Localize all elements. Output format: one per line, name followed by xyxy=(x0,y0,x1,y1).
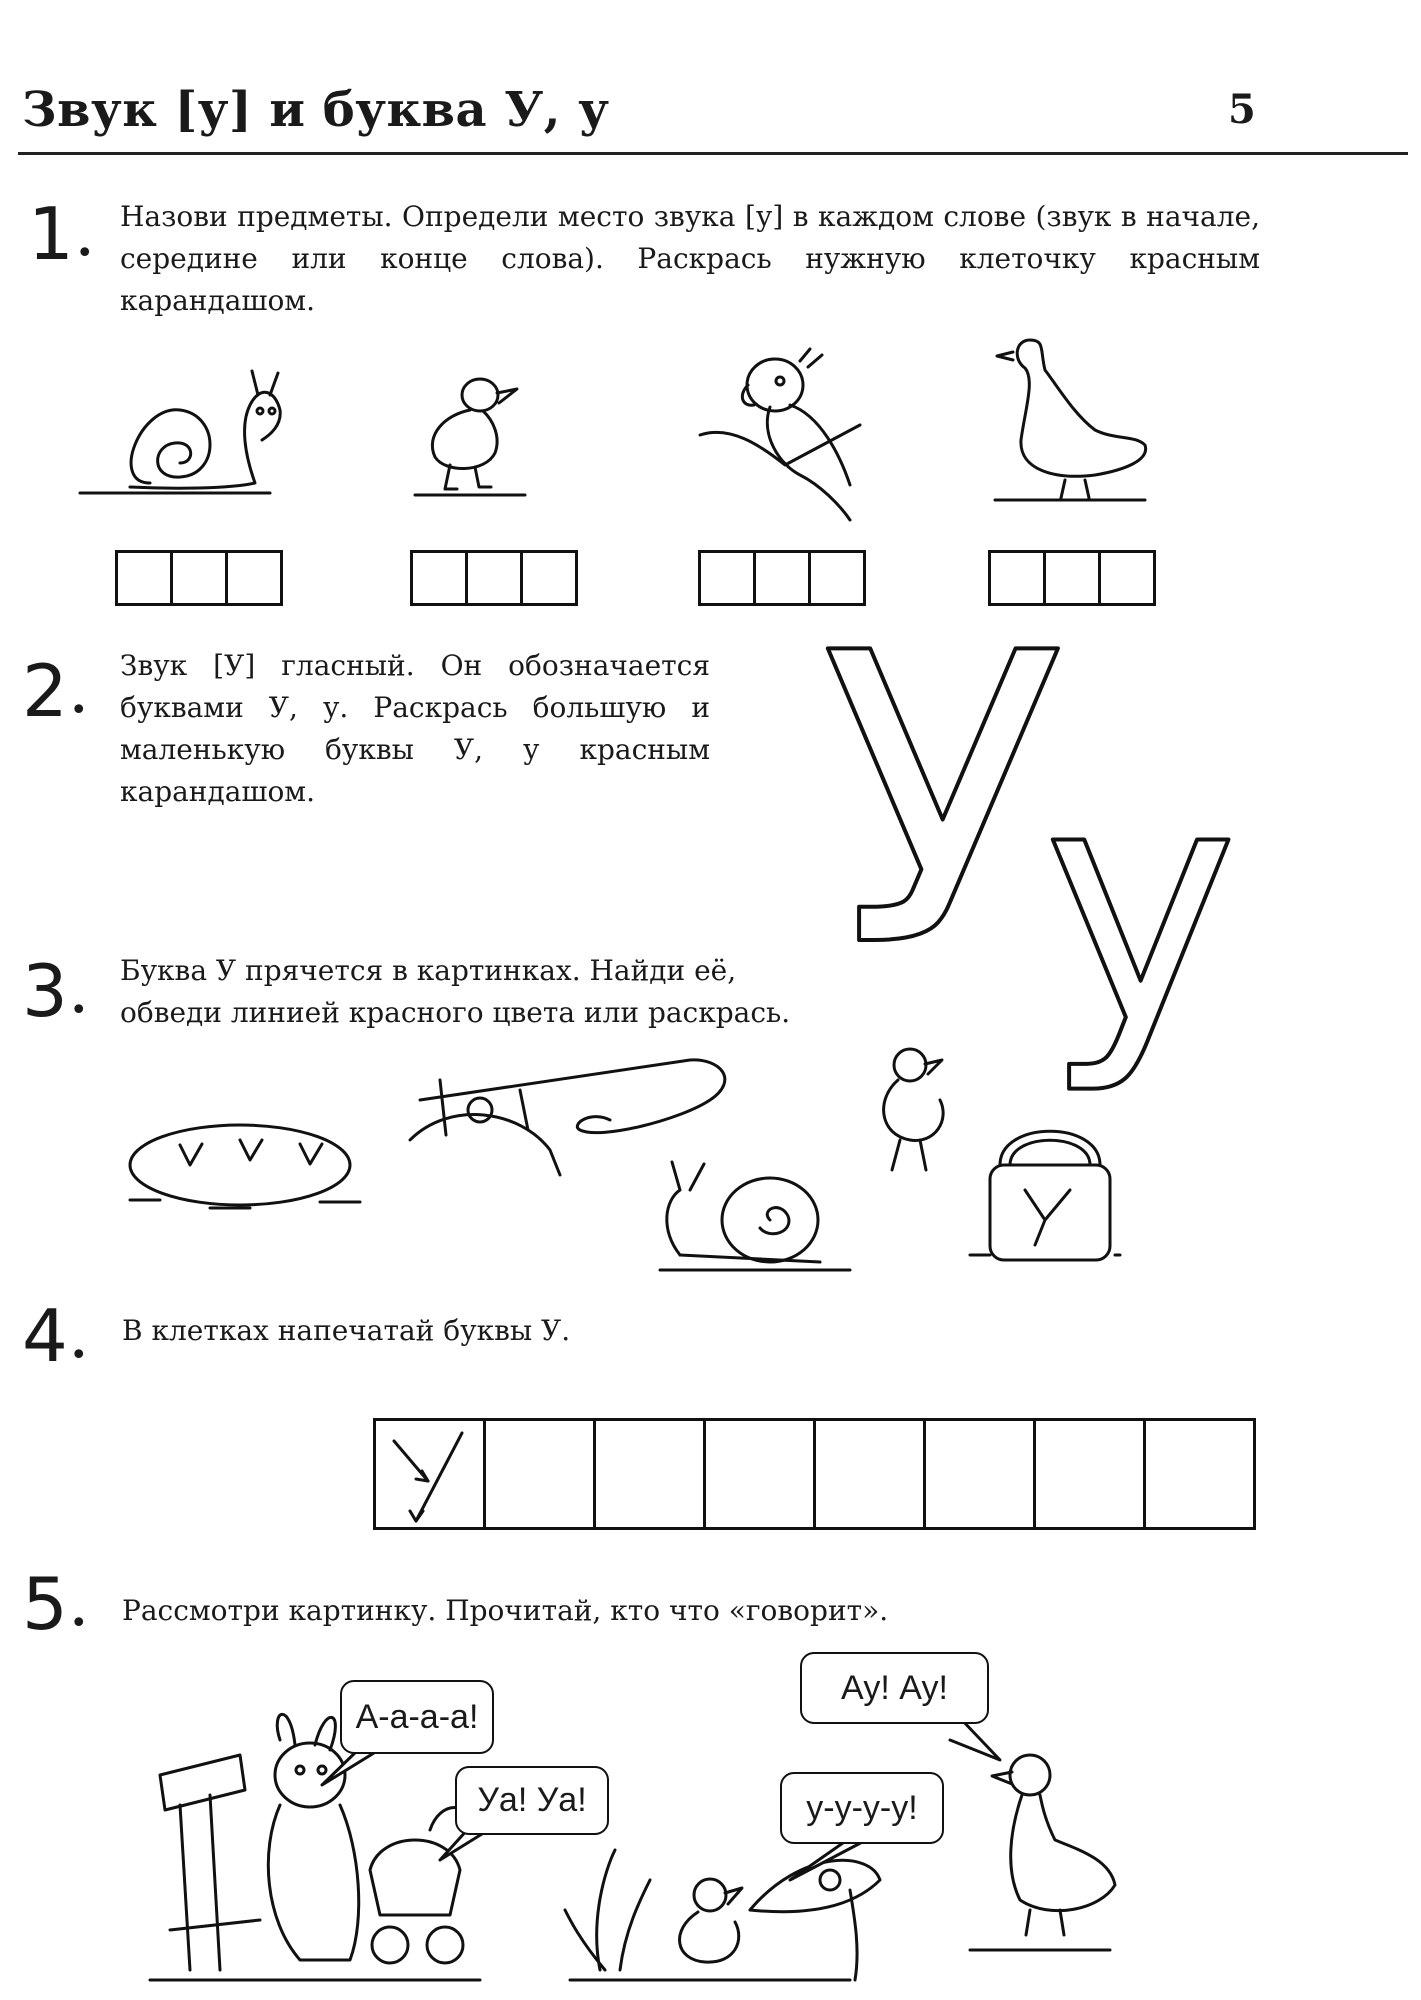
task-5-number: 5• xyxy=(22,1562,88,1646)
speech-bubble-baby: Уа! Уа! xyxy=(455,1766,609,1835)
big-letter-lower: у xyxy=(1043,714,1239,1098)
task-3-text: Буква У прячется в картинках. Найди её, обведи линией красного цвета или раскрась. xyxy=(120,954,791,1029)
task-3-number: 3• xyxy=(22,949,88,1033)
task-4-text: В клетках напечатай буквы У. xyxy=(122,1314,571,1347)
task-1-text: Назови предметы. Определи место звука [у] в каждом слове (звук в начале, середине или конце слова). Раскрась нужную клеточку красным карандашом. xyxy=(120,200,1260,317)
task-2-number: 2• xyxy=(22,649,88,733)
page-number: 5 xyxy=(1228,86,1256,133)
page-title: Звук [у] и буква У, у xyxy=(22,82,610,138)
speech-bubble-rabbit: А-а-а-а! xyxy=(340,1680,494,1754)
speech-bubble-goose: Ау! Ау! xyxy=(800,1652,989,1724)
speech-bubble-duckling: у-у-у-у! xyxy=(780,1772,944,1844)
task-4-number: 4• xyxy=(22,1294,88,1378)
task-2-text: Звук [У] гласный. Он обозначается буквами У, у. Раскрась большую и маленькую буквы У, у красным карандашом. xyxy=(120,649,710,808)
big-letter-upper: У xyxy=(821,570,1065,1035)
task-1-number: 1• xyxy=(28,192,94,276)
task-5-text: Рассмотри картинку. Прочитай, кто что «говорит». xyxy=(122,1594,889,1627)
